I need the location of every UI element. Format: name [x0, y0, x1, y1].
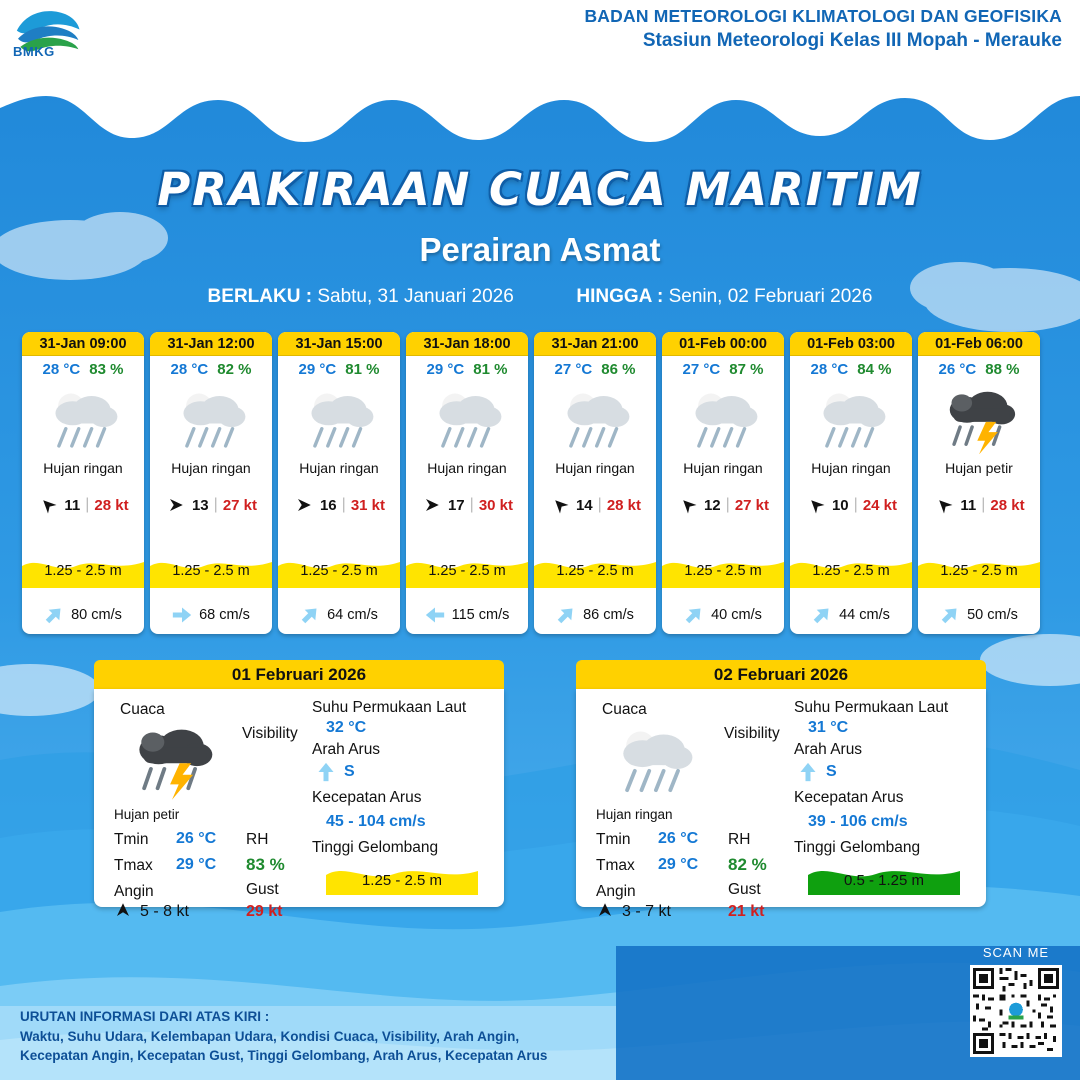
weather-condition: Hujan ringan [683, 460, 763, 476]
forecast-time: 31-Jan 09:00 [22, 332, 144, 356]
angin-direction-icon [112, 901, 134, 924]
logo-label: BMKG [13, 44, 55, 59]
visibility-label: Visibility [724, 725, 780, 742]
thunderstorm-icon [124, 721, 220, 800]
divider: | [85, 496, 90, 513]
weather-icon [278, 380, 400, 458]
kecepatan-arus-label: Kecepatan Arus [794, 789, 904, 806]
air-temperature: 26 °C [938, 361, 977, 378]
station-name: Stasiun Meteorologi Kelas III Mopah - Merauke [642, 30, 1062, 51]
air-temperature: 27 °C [554, 361, 593, 378]
forecast-time: 01-Feb 00:00 [662, 332, 784, 356]
wind-direction-icon [805, 496, 827, 514]
arah-arus-value: S [344, 763, 355, 780]
tinggi-gelombang-value: 0.5 - 1.25 m [843, 872, 925, 889]
gust-label: Gust [728, 881, 761, 898]
arah-arus-label: Arah Arus [312, 741, 381, 758]
current-direction-icon [300, 604, 320, 626]
current-row [918, 604, 1040, 626]
tmin-value: 26 °C [176, 830, 217, 847]
daily-date-2: 02 Februari 2026 [576, 660, 986, 689]
page-subtitle: Perairan Asmat [419, 231, 661, 268]
kecepatan-arus-value: 39 - 106 cm/s [808, 813, 908, 830]
wave-height: 1.25 - 2.5 m [300, 563, 378, 579]
current-speed: 115 cm/s [451, 607, 510, 623]
tinggi-gelombang-label: Tinggi Gelombang [794, 839, 921, 856]
humidity: 81 % [345, 361, 380, 378]
header-bar [0, 0, 1080, 62]
valid-until-label: HINGGA : [576, 286, 664, 307]
current-direction-icon [940, 604, 960, 626]
wind-gust: 27 kt [734, 496, 770, 514]
wave-height: 1.25 - 2.5 m [44, 563, 122, 579]
daily-body [94, 689, 504, 920]
air-temperature: 28 °C [42, 361, 81, 378]
kecepatan-arus-label: Kecepatan Arus [312, 789, 422, 806]
cuaca-label: Cuaca [602, 701, 647, 718]
qr-code-icon[interactable] [970, 965, 1062, 1057]
wave-height: 1.25 - 2.5 m [556, 563, 634, 579]
current-direction-icon [425, 604, 445, 626]
wave-height: 1.25 - 2.5 m [940, 563, 1018, 579]
wind-speed: 11 [960, 496, 977, 514]
thunderstorm-icon [936, 384, 1022, 455]
tmax-value: 29 °C [176, 856, 217, 873]
wind-speed: 11 [64, 496, 81, 514]
gust-label: Gust [246, 881, 279, 898]
air-temperature: 29 °C [426, 361, 465, 378]
current-speed: 64 cm/s [327, 607, 378, 623]
wave-height-band [534, 554, 656, 588]
weather-condition: Hujan ringan [299, 460, 379, 476]
angin-label: Angin [596, 883, 636, 900]
weather-icon [790, 380, 912, 458]
rain-light-icon [808, 384, 894, 455]
wind-gust: 31 kt [350, 496, 386, 514]
wave-height-band [662, 554, 784, 588]
air-temperature: 27 °C [682, 361, 721, 378]
weather-icon [150, 380, 272, 458]
wind-direction-icon [594, 901, 616, 919]
scan-label: SCAN ME [982, 945, 1050, 960]
wind-speed: 10 [831, 496, 849, 514]
weather-condition: Hujan ringan [171, 460, 251, 476]
weather-condition: Hujan ringan [43, 460, 123, 476]
forecast-card [406, 332, 528, 634]
humidity: 86 % [601, 361, 636, 378]
air-temperature: 28 °C [810, 361, 849, 378]
forecast-time: 01-Feb 06:00 [918, 332, 1040, 356]
sst-label: Suhu Permukaan Laut [794, 699, 949, 716]
page-title: PRAKIRAAN CUACA MARITIM [157, 163, 923, 216]
wind-speed: 13 [191, 496, 209, 514]
wind-gust: 27 kt [222, 496, 258, 514]
forecast-time: 31-Jan 18:00 [406, 332, 528, 356]
daily-date-1: 01 Februari 2026 [94, 660, 504, 689]
current-speed: 68 cm/s [199, 607, 250, 623]
humidity: 82 % [217, 361, 252, 378]
forecast-time: 31-Jan 15:00 [278, 332, 400, 356]
tmin-label: Tmin [596, 831, 631, 848]
gust-value: 29 kt [246, 903, 283, 920]
current-direction-icon [684, 604, 704, 626]
current-row [534, 604, 656, 626]
daily-weather-icon [124, 721, 220, 805]
air-temperature: 29 °C [298, 361, 337, 378]
current-row [662, 604, 784, 626]
rain-light-icon [424, 384, 510, 455]
wind-gust: 28 kt [606, 496, 642, 514]
daily-condition: Hujan ringan [596, 807, 673, 822]
current-speed: 44 cm/s [839, 607, 890, 623]
weather-icon [662, 380, 784, 458]
legend-line-2: Waktu, Suhu Udara, Kelembapan Udara, Kondisi Cuaca, Visibility, Arah Angin, [20, 1028, 520, 1044]
tinggi-gelombang-value: 1.25 - 2.5 m [361, 872, 443, 889]
wave-height: 1.25 - 2.5 m [684, 563, 762, 579]
hourly-forecast-row [22, 332, 1062, 634]
weather-icon [534, 380, 656, 458]
sst-label: Suhu Permukaan Laut [312, 699, 467, 716]
wind-gust: 28 kt [94, 496, 129, 514]
kecepatan-arus-value: 45 - 104 cm/s [326, 813, 426, 830]
wave-height-band [406, 554, 528, 588]
forecast-card [662, 332, 784, 634]
agency-name: BADAN METEOROLOGI KLIMATOLOGI DAN GEOFISIKA [584, 6, 1062, 26]
weather-icon [406, 380, 528, 458]
forecast-time: 31-Jan 21:00 [534, 332, 656, 356]
rain-light-icon [680, 384, 766, 455]
sst-value: 32 °C [326, 719, 367, 736]
forecast-time: 31-Jan 12:00 [150, 332, 272, 356]
daily-weather-icon [606, 721, 702, 805]
weather-condition: Hujan petir [945, 460, 1013, 476]
legend-line-3: Kecepatan Angin, Kecepatan Gust, Tinggi Gelombang, Arah Arus, Kecepatan Arus [20, 1048, 548, 1064]
daily-panel-2 [576, 660, 986, 920]
tmax-label: Tmax [114, 857, 153, 874]
rain-light-icon [606, 721, 702, 800]
daily-condition: Hujan petir [114, 807, 180, 822]
daily-panel-1 [94, 660, 504, 920]
wind-gust: 30 kt [478, 496, 514, 514]
tmin-label: Tmin [114, 831, 149, 848]
weather-condition: Hujan ringan [811, 460, 891, 476]
visibility-label: Visibility [242, 725, 298, 742]
tinggi-gelombang-label: Tinggi Gelombang [312, 839, 439, 856]
wind-direction-icon [549, 496, 571, 514]
current-speed: 40 cm/s [711, 607, 762, 623]
valid-from-value: Sabtu, 31 Januari 2026 [317, 286, 514, 307]
humidity: 83 % [89, 361, 124, 378]
arah-arus-icon [316, 761, 336, 788]
divider: | [469, 496, 474, 513]
current-direction-icon [44, 604, 64, 626]
weather-condition: Hujan ringan [427, 460, 507, 476]
arah-arus-icon [798, 761, 818, 788]
forecast-card [918, 332, 1040, 634]
current-row [278, 604, 400, 626]
valid-until-value: Senin, 02 Februari 2026 [668, 286, 873, 307]
current-speed: 80 cm/s [71, 607, 122, 623]
tmax-label: Tmax [596, 857, 635, 874]
wind-direction-icon [112, 901, 134, 919]
divider: | [981, 496, 986, 513]
legend-line-1: URUTAN INFORMASI DARI ATAS KIRI : [20, 1009, 270, 1025]
wave-height: 1.25 - 2.5 m [812, 563, 890, 579]
wind-direction-icon [677, 496, 699, 514]
humidity: 81 % [473, 361, 508, 378]
rain-light-icon [296, 384, 382, 455]
current-speed: 50 cm/s [967, 607, 1018, 623]
angin-direction-icon [594, 901, 616, 924]
rh-label: RH [728, 831, 751, 848]
forecast-card [534, 332, 656, 634]
tmin-value: 26 °C [658, 830, 699, 847]
cuaca-label: Cuaca [120, 701, 165, 718]
wind-direction-icon [933, 496, 955, 514]
rh-value: 82 % [728, 855, 767, 874]
wave-height: 1.25 - 2.5 m [172, 563, 250, 579]
wind-speed: 17 [447, 496, 465, 514]
daily-body [576, 689, 986, 920]
humidity: 84 % [857, 361, 892, 378]
wave-height-band [278, 554, 400, 588]
weather-icon [22, 380, 144, 458]
current-direction-icon [812, 604, 832, 626]
current-row [150, 604, 272, 626]
divider: | [213, 496, 218, 513]
current-row [790, 604, 912, 626]
rh-value: 83 % [246, 855, 285, 874]
rain-light-icon [168, 384, 254, 455]
wave-height: 1.25 - 2.5 m [428, 563, 506, 579]
wave-height-band [22, 554, 144, 588]
current-direction-icon [798, 761, 818, 783]
sst-value: 31 °C [808, 719, 849, 736]
angin-value: 5 - 8 kt [140, 903, 189, 920]
wave-height-band [790, 554, 912, 588]
humidity: 87 % [729, 361, 764, 378]
wind-speed: 14 [575, 496, 593, 514]
current-row [22, 604, 144, 626]
gust-value: 21 kt [728, 903, 765, 920]
wind-direction-icon [165, 496, 187, 514]
forecast-card [790, 332, 912, 634]
forecast-card [150, 332, 272, 634]
arah-arus-label: Arah Arus [794, 741, 863, 758]
wave-height-band [918, 554, 1040, 588]
air-temperature: 28 °C [170, 361, 209, 378]
scan-block [970, 945, 1062, 1062]
forecast-time: 01-Feb 03:00 [790, 332, 912, 356]
forecast-card [278, 332, 400, 634]
tinggi-gelombang-band [326, 861, 478, 895]
valid-from-label: BERLAKU : [207, 286, 313, 307]
divider: | [853, 496, 858, 513]
wave-height-band [150, 554, 272, 588]
tinggi-gelombang-band [808, 861, 960, 895]
weather-condition: Hujan ringan [555, 460, 635, 476]
rain-light-icon [40, 384, 126, 455]
wind-direction-icon [37, 496, 59, 514]
weather-icon [918, 380, 1040, 458]
wind-direction-icon [293, 496, 315, 514]
current-speed: 86 cm/s [583, 607, 634, 623]
wind-gust: 24 kt [862, 496, 898, 514]
rain-light-icon [552, 384, 638, 455]
current-direction-icon [172, 604, 192, 626]
wind-speed: 12 [703, 496, 721, 514]
angin-value: 3 - 7 kt [622, 903, 671, 920]
humidity: 88 % [985, 361, 1020, 378]
tmax-value: 29 °C [658, 856, 699, 873]
divider: | [725, 496, 730, 513]
header-text [584, 6, 1062, 52]
wind-direction-icon [421, 496, 443, 514]
legend-note [20, 1007, 547, 1066]
validity-period [0, 286, 1080, 308]
divider: | [341, 496, 346, 513]
divider: | [597, 496, 602, 513]
current-row [406, 604, 528, 626]
wind-speed: 16 [319, 496, 337, 514]
forecast-card [22, 332, 144, 634]
arah-arus-value: S [826, 763, 837, 780]
wind-gust: 28 kt [990, 496, 1025, 514]
current-direction-icon [316, 761, 336, 783]
angin-label: Angin [114, 883, 154, 900]
rh-label: RH [246, 831, 269, 848]
current-direction-icon [556, 604, 576, 626]
